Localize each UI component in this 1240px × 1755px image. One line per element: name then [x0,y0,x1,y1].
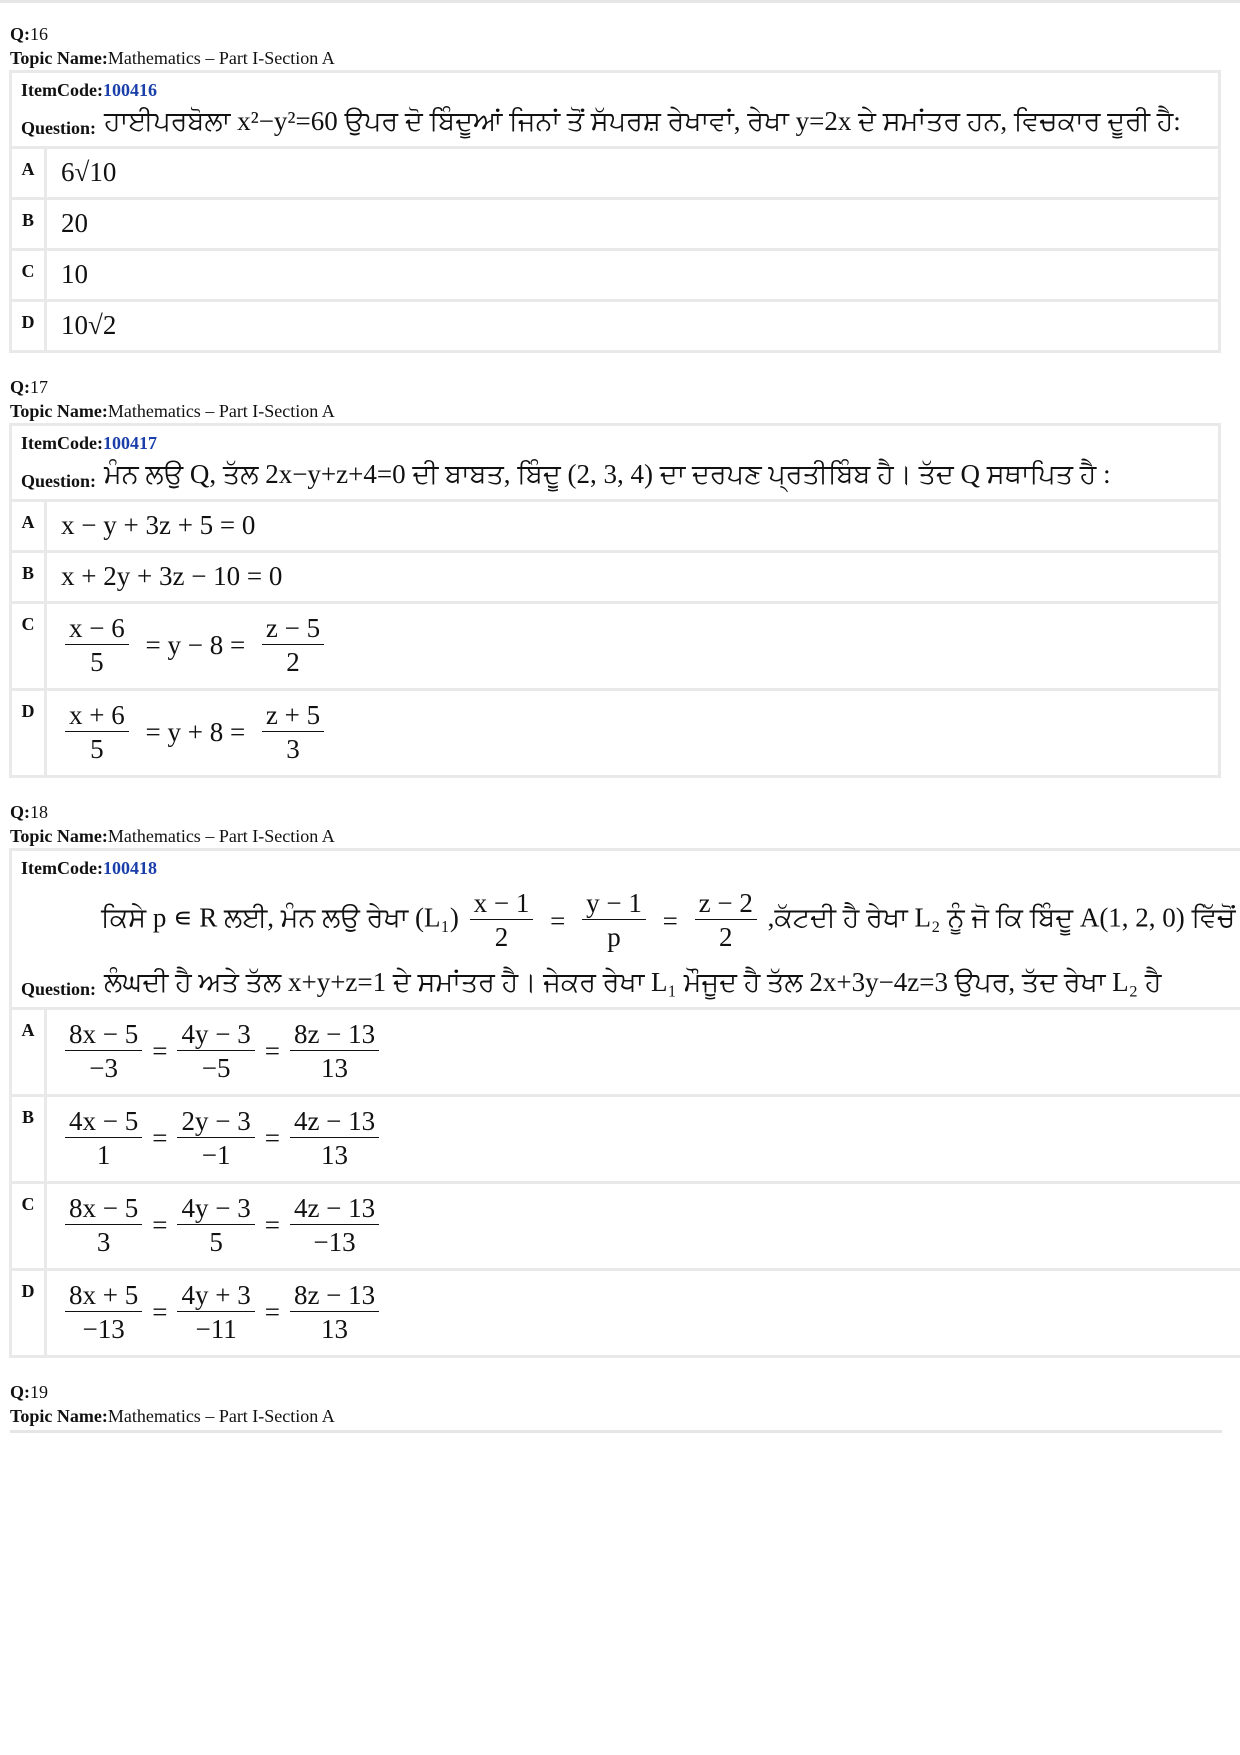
fraction: $\frac{8x + 5}{-13}$ [65,1279,142,1346]
option-row-c[interactable] [12,604,1218,688]
top-divider [0,0,1240,3]
fraction: $\frac{8z - 13}{13}$ [290,1279,379,1346]
fraction: $\frac{y - 1}{p}$ [582,887,646,954]
option-text[interactable]: $\frac{8x - 5}{3}$ = $\frac{4y - 3}{5}$ = $\frac{4z - 13}{-13}$ [47,1184,1240,1268]
question-label: Question: [21,979,97,999]
question-number: Q:19 [10,1382,48,1402]
option-letter: D [12,691,44,775]
question-table [9,70,1221,353]
fraction: $\frac{4y - 3}{-5}$ [177,1018,254,1085]
fraction: $\frac{4z - 13}{-13}$ [290,1192,379,1259]
question-text: ਹਾਈਪਰਬੋਲਾ x²−y²=60 ਉਪਰ ਦੋ ਬਿੰਦੂਆਂ ਜਿਨਾਂ ਤੋਂ ਸੱਪਰਸ਼ ਰੇਖਾਵਾਂ, ਰੇਖਾ y=2x ਦੇ ਸਮਾਂਤਰ ਹਨ, ਵਿਚਕਾਰ ਦੂਰੀ ਹੈ: [104,106,1181,136]
option-row-d[interactable] [12,691,1218,775]
option-text[interactable]: $\frac{x - 6}{5}$ = y − 8 = $\frac{z - 5}{2}$ [47,604,1218,688]
option-letter: A [12,149,44,197]
fraction: $\frac{8x - 5}{3}$ [65,1192,142,1259]
question-block-16 [10,22,1228,353]
option-text[interactable]: $\frac{x + 6}{5}$ = y + 8 = $\frac{z + 5}{3}$ [47,691,1218,775]
option-row-c[interactable] [12,251,1218,299]
option-row-a[interactable] [12,1010,1240,1094]
bottom-divider [10,1430,1222,1433]
question-table [9,423,1221,778]
fraction: $\frac{z - 5}{2}$ [262,612,324,679]
fraction: $\frac{4y + 3}{-11}$ [177,1279,254,1346]
item-code: ItemCode:100416 [21,80,157,100]
option-letter: D [12,302,44,350]
question-text-line-2: ਲੰਘਦੀ ਹੈ ਅਤੇ ਤੱਲ x+y+z=1 ਦੇ ਸਮਾਂਤਰ ਹੈ। ਜੇਕਰ ਰੇਖਾ L₁ ਮੌਜੂਦ ਹੈ ਤੱਲ 2x+3y−4z=3 ਉਪਰ, ਤੱਦ ਰੇਖਾ L₂ ਹੈ [104,967,1162,997]
question-number: Q:18 [10,802,48,822]
question-label: Question: [21,118,97,138]
option-letter: B [12,553,44,601]
option-letter: D [12,1271,44,1355]
option-row-b[interactable] [12,1097,1240,1181]
option-text[interactable]: $\frac{4x - 5}{1}$ = $\frac{2y - 3}{-1}$ = $\frac{4z - 13}{13}$ [47,1097,1240,1181]
option-letter: C [12,604,44,688]
option-text[interactable]: 10 [47,251,1218,299]
option-letter: B [12,200,44,248]
option-text[interactable]: $\frac{8x + 5}{-13}$ = $\frac{4y + 3}{-11}$ = $\frac{8z - 13}{13}$ [47,1271,1240,1355]
question-text: ਮੰਨ ਲਉ Q, ਤੱਲ 2x−y+z+4=0 ਦੀ ਬਾਬਤ, ਬਿੰਦੂ (2, 3, 4) ਦਾ ਦਰਪਣ ਪ੍ਰਤੀਬਿੰਬ ਹੈ। ਤੱਦ Q ਸਥਾਪਿਤ ਹੈ : [104,459,1111,489]
option-row-a[interactable] [12,502,1218,550]
option-letter: C [12,251,44,299]
question-number: Q:16 [10,24,48,44]
question-label: Question: [21,471,97,491]
option-row-c[interactable] [12,1184,1240,1268]
fraction: $\frac{4y - 3}{5}$ [177,1192,254,1259]
option-letter: A [12,1010,44,1094]
option-letter: B [12,1097,44,1181]
option-letter: C [12,1184,44,1268]
option-row-b[interactable] [12,200,1218,248]
fraction: $\frac{x - 1}{2}$ [470,887,534,954]
option-row-b[interactable] [12,553,1218,601]
option-text[interactable]: 10√2 [47,302,1218,350]
question-text-line-1: ਕਿਸੇ p ∊ R ਲਈ, ਮੰਨ ਲਉ ਰੇਖਾ (L₁) $\frac{x - 1}{2}$ = $\frac{y - 1}{p}$ = $\frac{z - 2}{2}$ ,ਕੱਟਦੀ ਹੈ ਰੇਖਾ L₂ ਨੂੰ ਜੋ ਕਿ ਬਿੰਦੂ A(1, 2, 0) ਵਿੱਚੋਂ [101,888,1236,952]
question-cell [12,73,1218,146]
fraction: $\frac{8x - 5}{-3}$ [65,1018,142,1085]
topic-name: Topic Name:Mathematics – Part I-Section A [10,1406,335,1426]
question-paper [10,22,1236,1450]
fraction: $\frac{x - 6}{5}$ [65,612,129,679]
fraction: $\frac{4x - 5}{1}$ [65,1105,142,1172]
fraction: $\frac{x + 6}{5}$ [65,699,129,766]
option-text[interactable]: $\frac{8x - 5}{-3}$ = $\frac{4y - 3}{-5}$ = $\frac{8z - 13}{13}$ [47,1010,1240,1094]
topic-name: Topic Name:Mathematics – Part I-Section A [10,401,335,421]
option-letter: A [12,502,44,550]
question-cell [12,851,1240,1007]
option-text[interactable]: 6√10 [47,149,1218,197]
question-block-18 [10,800,1236,1358]
item-code: ItemCode:100418 [21,858,157,878]
option-row-d[interactable] [12,1271,1240,1355]
question-table [9,848,1240,1358]
fraction: $\frac{z - 2}{2}$ [695,887,757,954]
topic-name: Topic Name:Mathematics – Part I-Section A [10,826,335,846]
topic-name: Topic Name:Mathematics – Part I-Section A [10,48,335,68]
fraction: $\frac{4z - 13}{13}$ [290,1105,379,1172]
option-text[interactable]: 20 [47,200,1218,248]
fraction: $\frac{8z - 13}{13}$ [290,1018,379,1085]
question-cell [12,426,1218,499]
question-number: Q:17 [10,377,48,397]
fraction: $\frac{2y - 3}{-1}$ [177,1105,254,1172]
item-code: ItemCode:100417 [21,433,157,453]
question-block-17 [10,375,1228,778]
question-block-19 [10,1380,1228,1428]
option-row-d[interactable] [12,302,1218,350]
option-row-a[interactable] [12,149,1218,197]
option-text[interactable]: x + 2y + 3z − 10 = 0 [47,553,1218,601]
fraction: $\frac{z + 5}{3}$ [262,699,324,766]
option-text[interactable]: x − y + 3z + 5 = 0 [47,502,1218,550]
